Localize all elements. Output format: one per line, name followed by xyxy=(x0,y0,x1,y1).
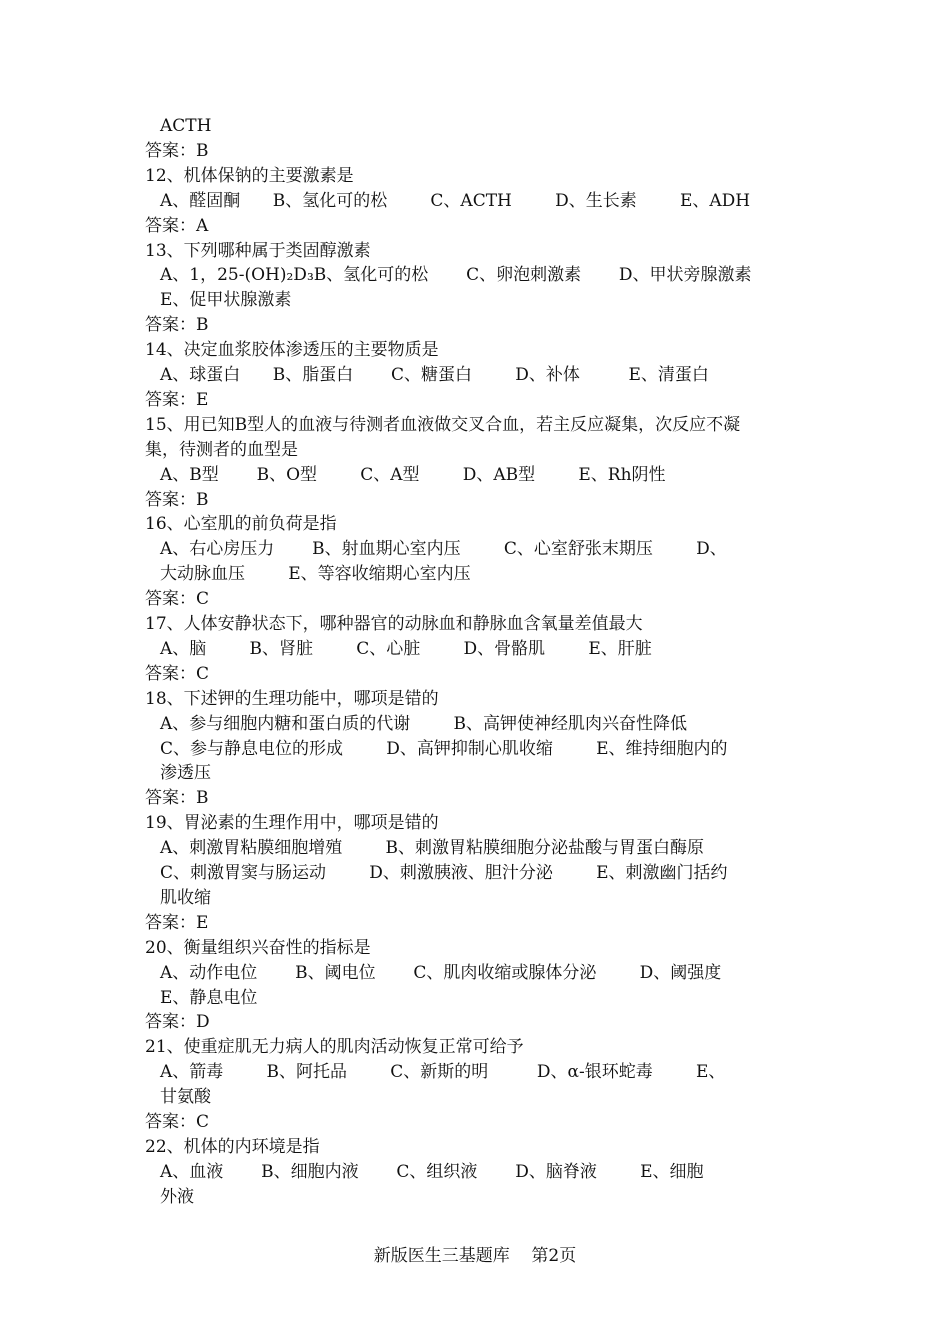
option-line: A、1，25-(OH)₂D₃B、氢化可的松 C、卵泡刺激素 D、甲状旁腺激素 xyxy=(160,265,752,286)
question-line: 19、胃泌素的生理作用中，哪项是错的 xyxy=(145,813,439,834)
question-line: 15、用已知B型人的血液与待测者血液做交叉合血，若主反应凝集，次反应不凝 xyxy=(145,414,741,435)
question-line: 16、心室肌的前负荷是指 xyxy=(145,514,337,535)
option-line: A、箭毒 B、阿托品 C、新斯的明 D、α-银环蛇毒 E、 xyxy=(160,1062,726,1083)
answer-line: 答案：C xyxy=(145,663,210,684)
answer-line: 答案：B xyxy=(145,315,209,336)
question-line: 13、下列哪种属于类固醇激素 xyxy=(145,240,371,261)
answer-line: 答案：C xyxy=(145,589,210,610)
option-line: 甘氨酸 xyxy=(160,1087,211,1108)
question-line: 22、机体的内环境是指 xyxy=(145,1136,320,1157)
option-line: C、参与静息电位的形成 D、高钾抑制心肌收缩 E、维持细胞内的 xyxy=(160,738,728,759)
question-line: 20、衡量组织兴奋性的指标是 xyxy=(145,937,371,958)
answer-line: 答案：C xyxy=(145,1112,210,1132)
option-line: ACTH xyxy=(160,116,212,136)
answer-line: 答案：D xyxy=(145,1012,210,1033)
option-line: 渗透压 xyxy=(160,763,211,784)
option-line: C、刺激胃窦与肠运动 D、刺激胰液、胆汁分泌 E、刺激幽门括约 xyxy=(160,863,728,883)
answer-line: 答案：E xyxy=(145,912,209,933)
option-line: A、醛固酮 B、氢化可的松 C、ACTH D、生长素 E、ADH xyxy=(160,190,751,211)
answer-line: 答案：B xyxy=(145,489,209,510)
option-line: A、血液 B、细胞内液 C、组织液 D、脑脊液 E、细胞 xyxy=(160,1161,704,1182)
option-line: A、动作电位 B、阈电位 C、肌肉收缩或腺体分泌 D、阈强度 xyxy=(160,962,722,983)
option-line: 外液 xyxy=(160,1186,194,1207)
question-line: 集，待测者的血型是 xyxy=(145,439,298,460)
page-footer: 新版医生三基题库 第2页 xyxy=(373,1246,577,1266)
answer-line: 答案：A xyxy=(145,215,209,236)
question-line: 14、决定血浆胶体渗透压的主要物质是 xyxy=(145,340,439,361)
answer-line: 答案：E xyxy=(145,389,209,410)
answer-line: 答案：B xyxy=(145,788,209,809)
option-line: A、球蛋白 B、脂蛋白 C、糖蛋白 D、补体 E、清蛋白 xyxy=(160,365,709,385)
option-line: A、右心房压力 B、射血期心室内压 C、心室舒张末期压 D、 xyxy=(160,539,727,560)
option-line: E、促甲状腺激素 xyxy=(160,290,292,311)
option-line: A、刺激胃粘膜细胞增殖 B、刺激胃粘膜细胞分泌盐酸与胃蛋白酶原 xyxy=(160,838,704,859)
option-line: A、参与细胞内糖和蛋白质的代谢 B、高钾使神经肌肉兴奋性降低 xyxy=(160,713,687,734)
option-line: 大动脉血压 E、等容收缩期心室内压 xyxy=(160,564,471,585)
option-line: A、B型 B、O型 C、A型 D、AB型 E、Rh阴性 xyxy=(160,464,666,485)
option-line: E、静息电位 xyxy=(160,987,258,1008)
question-line: 21、使重症肌无力病人的肌肉活动恢复正常可给予 xyxy=(145,1037,524,1058)
option-line: 肌收缩 xyxy=(160,887,211,908)
answer-line: 答案：B xyxy=(145,140,209,161)
question-line: 18、下述钾的生理功能中，哪项是错的 xyxy=(145,688,439,709)
option-line: A、脑 B、肾脏 C、心脏 D、骨骼肌 E、肝脏 xyxy=(160,638,652,659)
question-line: 17、人体安静状态下，哪种器官的动脉血和静脉血含氧量差值最大 xyxy=(145,614,643,634)
question-line: 12、机体保钠的主要激素是 xyxy=(145,165,354,186)
